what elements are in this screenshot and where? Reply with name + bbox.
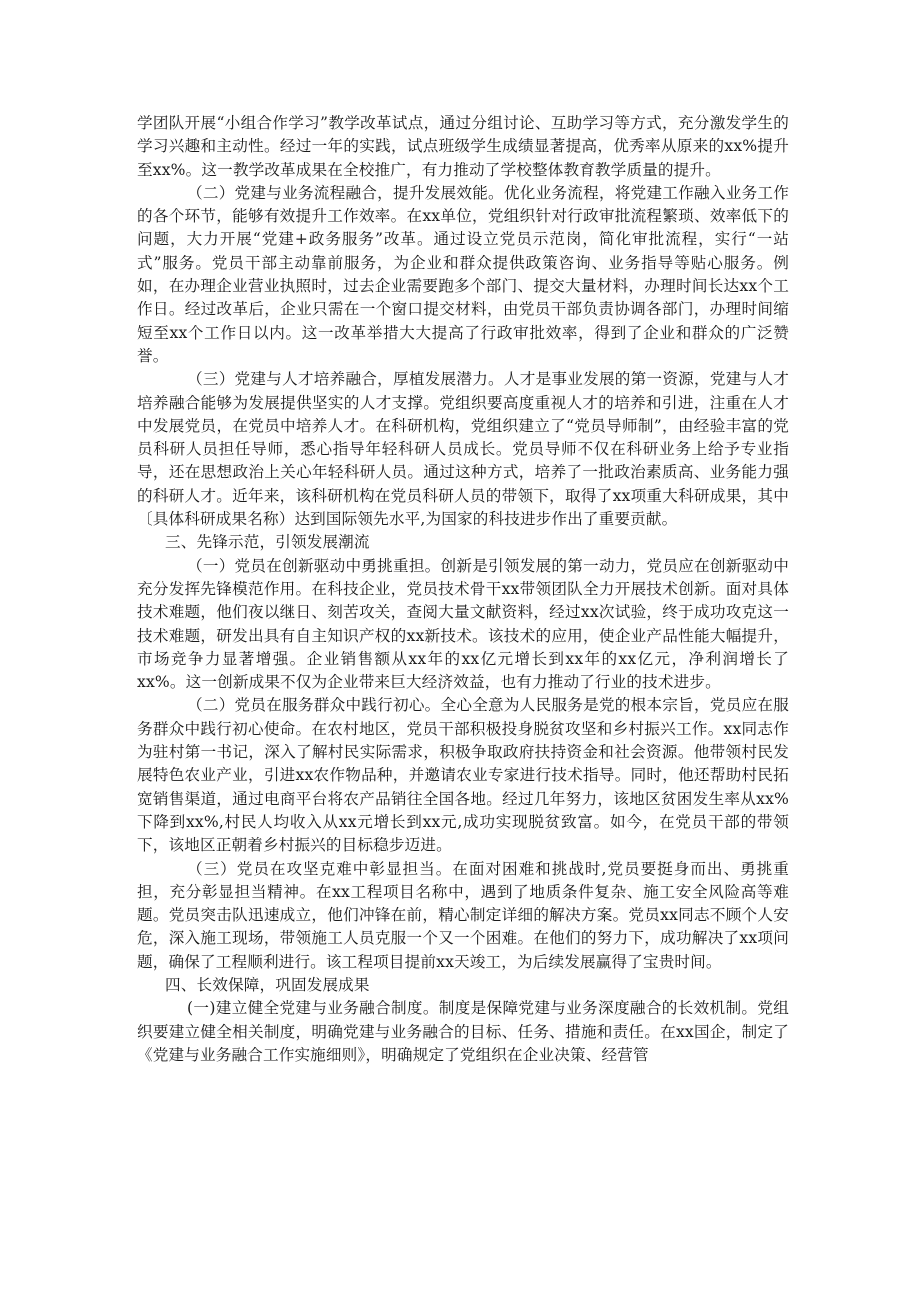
paragraph-innovation: （一）党员在创新驱动中勇挑重担。创新是引领发展的第一动力，党员应在创新驱动中充分发挥先锋模范作用。在科技企业，党员技术骨干xx带领团队全力开展技术创新。面对具体技术难题，他们夜以继日、刻苦攻关，查阅大量文献资料，经过xx次试验，终于成功攻克这一技术难题，研发出具有自主知识产权的xx新技术。该技术的应用，使企业产品性能大幅提升，市场竞争力显著增强。企业销售额从xx年的xx亿元增长到xx年的xx亿元，净利润增长了xx%。这一创新成果不仅为企业带来巨大经济效益，也有力推动了行业的技术进步。 xyxy=(137,556,789,692)
document-body xyxy=(137,112,789,1067)
paragraph-continuation: 学团队开展“小组合作学习”教学改革试点，通过分组讨论、互助学习等方式，充分激发学生的学习兴趣和主动性。经过一年的实践，试点班级学生成绩显著提高，优秀率从原来的xx%提升至xx%。这一教学改革成果在全校推广，有力推动了学校整体教育教学质量的提升。 xyxy=(137,114,789,179)
paragraph-process-integration: （二）党建与业务流程融合，提升发展效能。优化业务流程，将党建工作融入业务工作的各个环节，能够有效提升工作效率。在xx单位，党组织针对行政审批流程繁琐、效率低下的问题，大力开展“党建+政务服务”改革。通过设立党员示范岗，简化审批流程，实行“一站式”服务。党员干部主动靠前服务，为企业和群众提供政策咨询、业务指导等贴心服务。例如，在办理企业营业执照时，过去企业需要跑多个部门、提交大量材料，办理时间长达xx个工作日。经过改革后，企业只需在一个窗口提交材料，由党员干部负责协调各部门，办理时间缩短至xx个工作日以内。这一改革举措大大提高了行政审批效率，得到了企业和群众的广泛赞誉。 xyxy=(137,183,789,365)
paragraph-serving-masses: （二）党员在服务群众中践行初心。全心全意为人民服务是党的根本宗旨，党员应在服务群众中践行初心使命。在农村地区，党员干部积极投身脱贫攻坚和乡村振兴工作。xx同志作为驻村第一书记，深入了解村民实际需求，积极争取政府扶持资金和社会资源。他带领村民发展特色农业产业，引进xx农作物品种，并邀请农业专家进行技术指导。同时，他还帮助村民拓宽销售渠道，通过电商平台将农产品销往全国各地。经过几年努力，该地区贫困发生率从xx%下降到xx%,村民人均收入从xx元增长到xx元,成功实现脱贫致富。如今，在党员干部的带领下，该地区正朝着乡村振兴的目标稳步迈进。 xyxy=(137,696,789,855)
paragraph-institution-building: (一)建立健全党建与业务融合制度。制度是保障党建与业务深度融合的长效机制。党组织要建立健全相关制度，明确党建与业务融合的目标、任务、措施和责任。在xx国企，制定了《党建与业务融合工作实施细则》，明确规定了党组织在企业决策、经营管 xyxy=(137,999,789,1064)
section-heading-4: 四、长效保障，巩固发展成果 xyxy=(165,975,370,994)
paragraph-tackling-difficulties: （三）党员在攻坚克难中彰显担当。在面对困难和挑战时,党员要挺身而出、勇挑重担，充分彰显担当精神。在xx工程项目名称中，遇到了地质条件复杂、施工安全风险高等难题。党员突击队迅速成立，他们冲锋在前，精心制定详细的解决方案。党员xx同志不顾个人安危，深入施工现场，带领施工人员克服一个又一个困难。在他们的努力下，成功解决了xx项问题，确保了工程顺利进行。该工程项目提前xx天竣工，为后续发展赢得了宝贵时间。 xyxy=(137,859,789,971)
section-heading-3: 三、先锋示范，引领发展潮流 xyxy=(165,533,370,552)
paragraph-talent-integration: （三）党建与人才培养融合，厚植发展潜力。人才是事业发展的第一资源，党建与人才培养融合能够为发展提供坚实的人才支撑。党组织要高度重视人才的培养和引进，注重在人才中发展党员，在党员中培养人才。在科研机构，党组织建立了“党员导师制”，由经验丰富的党员科研人员担任导师，悉心指导年轻科研人员成长。党员导师不仅在科研业务上给予专业指导，还在思想政治上关心年轻科研人员。通过这种方式，培养了一批政治素质高、业务能力强的科研人才。近年来，该科研机构在党员科研人员的带领下，取得了xx项重大科研成果，其中〔具体科研成果名称）达到国际领先水平,为国家的科技进步作出了重要贡献。 xyxy=(137,370,789,529)
